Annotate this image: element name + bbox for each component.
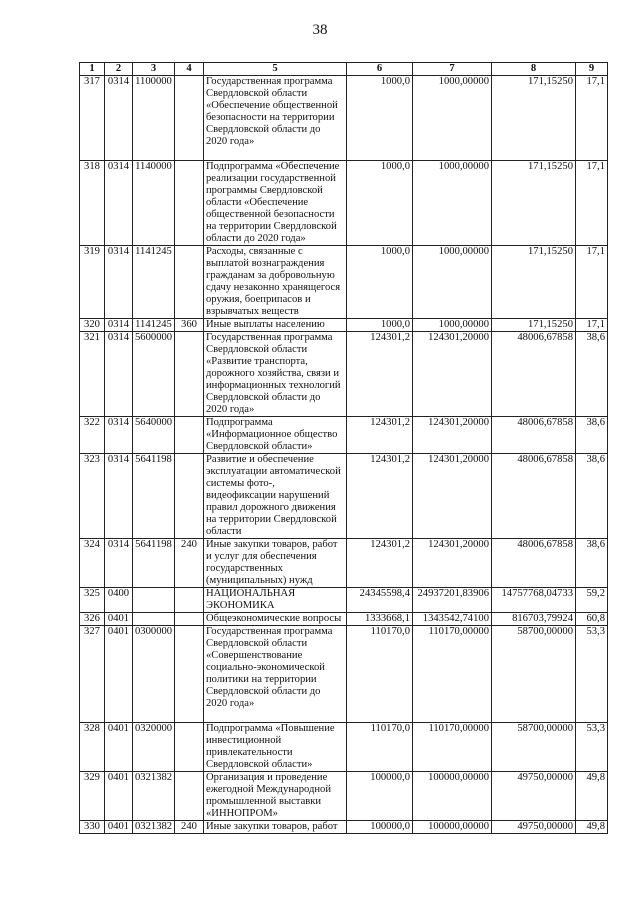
table-row xyxy=(80,161,608,246)
column-header: 3 xyxy=(133,63,175,76)
refined-amount: 110170,00000 xyxy=(413,626,492,723)
budget-table xyxy=(79,62,608,834)
plan-amount: 124301,2 xyxy=(347,332,413,417)
target-code: 5641198 xyxy=(133,454,175,539)
item-name: Расходы, связанные с выплатой вознаграждения гражданам за добровольную сдачу незаконно хранящегося оружия, боеприпасов и взрывчатых веществ xyxy=(204,246,347,319)
executed-amount: 58700,00000 xyxy=(492,626,576,723)
percent-executed: 59,2 xyxy=(576,588,608,613)
item-name: Подпрограмма «Информационное общество Свердловской области» xyxy=(204,417,347,454)
column-header: 5 xyxy=(204,63,347,76)
target-code: 1140000 xyxy=(133,161,175,246)
item-name: Иные выплаты населению xyxy=(204,319,347,332)
column-header: 8 xyxy=(492,63,576,76)
percent-executed: 60,8 xyxy=(576,613,608,626)
table-row xyxy=(80,246,608,319)
target-code: 1141245 xyxy=(133,246,175,319)
section-code: 0314 xyxy=(105,161,133,246)
row-number: 318 xyxy=(80,161,105,246)
table-row xyxy=(80,454,608,539)
row-number: 328 xyxy=(80,723,105,772)
item-name: Общеэкономические вопросы xyxy=(204,613,347,626)
plan-amount: 100000,0 xyxy=(347,772,413,821)
target-code: 5640000 xyxy=(133,417,175,454)
header-row xyxy=(80,63,608,76)
section-code: 0314 xyxy=(105,417,133,454)
executed-amount: 171,15250 xyxy=(492,319,576,332)
refined-amount: 124301,20000 xyxy=(413,539,492,588)
refined-amount: 100000,00000 xyxy=(413,821,492,834)
executed-amount: 48006,67858 xyxy=(492,332,576,417)
section-code: 0401 xyxy=(105,821,133,834)
section-code: 0401 xyxy=(105,723,133,772)
target-code xyxy=(133,613,175,626)
plan-amount: 1000,0 xyxy=(347,76,413,161)
table-row xyxy=(80,821,608,834)
item-name: НАЦИОНАЛЬНАЯ ЭКОНОМИКА xyxy=(204,588,347,613)
plan-amount: 1000,0 xyxy=(347,319,413,332)
section-code: 0314 xyxy=(105,539,133,588)
section-code: 0401 xyxy=(105,613,133,626)
row-number: 317 xyxy=(80,76,105,161)
row-number: 324 xyxy=(80,539,105,588)
plan-amount: 1000,0 xyxy=(347,161,413,246)
target-code: 0320000 xyxy=(133,723,175,772)
target-code xyxy=(133,588,175,613)
expense-type xyxy=(175,332,204,417)
table-row xyxy=(80,319,608,332)
refined-amount: 1000,00000 xyxy=(413,246,492,319)
table-row xyxy=(80,723,608,772)
refined-amount: 124301,20000 xyxy=(413,332,492,417)
expense-type xyxy=(175,613,204,626)
table-row xyxy=(80,539,608,588)
percent-executed: 53,3 xyxy=(576,626,608,723)
executed-amount: 58700,00000 xyxy=(492,723,576,772)
item-name: Иные закупки товаров, работ и услуг для обеспечения государственных (муниципальных) нужд xyxy=(204,539,347,588)
percent-executed: 38,6 xyxy=(576,417,608,454)
table-row xyxy=(80,626,608,723)
column-header: 9 xyxy=(576,63,608,76)
item-name: Подпрограмма «Обеспечение реализации государственной программы Свердловской области «Обеспечение общественной безопасности на территории Свердловской области до 2020 года» xyxy=(204,161,347,246)
plan-amount: 100000,0 xyxy=(347,821,413,834)
row-number: 320 xyxy=(80,319,105,332)
section-code: 0314 xyxy=(105,332,133,417)
expense-type xyxy=(175,161,204,246)
table-row xyxy=(80,417,608,454)
section-code: 0314 xyxy=(105,246,133,319)
table-row xyxy=(80,613,608,626)
section-code: 0314 xyxy=(105,454,133,539)
percent-executed: 17,1 xyxy=(576,76,608,161)
item-name: Государственная программа Свердловской области «Развитие транспорта, дорожного хозяйства, связи и информационных технологий Свердловской области до 2020 года» xyxy=(204,332,347,417)
executed-amount: 48006,67858 xyxy=(492,539,576,588)
refined-amount: 1000,00000 xyxy=(413,76,492,161)
target-code: 0300000 xyxy=(133,626,175,723)
row-number: 330 xyxy=(80,821,105,834)
section-code: 0401 xyxy=(105,626,133,723)
executed-amount: 49750,00000 xyxy=(492,772,576,821)
executed-amount: 171,15250 xyxy=(492,76,576,161)
plan-amount: 124301,2 xyxy=(347,454,413,539)
row-number: 322 xyxy=(80,417,105,454)
row-number: 327 xyxy=(80,626,105,723)
executed-amount: 171,15250 xyxy=(492,246,576,319)
plan-amount: 24345598,4 xyxy=(347,588,413,613)
plan-amount: 124301,2 xyxy=(347,539,413,588)
target-code: 5600000 xyxy=(133,332,175,417)
percent-executed: 38,6 xyxy=(576,454,608,539)
row-number: 325 xyxy=(80,588,105,613)
target-code: 1100000 xyxy=(133,76,175,161)
target-code: 0321382 xyxy=(133,772,175,821)
item-name: Иные закупки товаров, работ xyxy=(204,821,347,834)
table-row xyxy=(80,332,608,417)
expense-type xyxy=(175,588,204,613)
expense-type xyxy=(175,246,204,319)
percent-executed: 38,6 xyxy=(576,539,608,588)
expense-type: 240 xyxy=(175,821,204,834)
expense-type xyxy=(175,772,204,821)
table-row xyxy=(80,772,608,821)
column-header: 6 xyxy=(347,63,413,76)
refined-amount: 1343542,74100 xyxy=(413,613,492,626)
target-code: 1141245 xyxy=(133,319,175,332)
percent-executed: 17,1 xyxy=(576,319,608,332)
expense-type xyxy=(175,76,204,161)
table-row xyxy=(80,76,608,161)
refined-amount: 24937201,83906 xyxy=(413,588,492,613)
row-number: 319 xyxy=(80,246,105,319)
refined-amount: 124301,20000 xyxy=(413,454,492,539)
percent-executed: 17,1 xyxy=(576,161,608,246)
expense-type xyxy=(175,626,204,723)
expense-type xyxy=(175,417,204,454)
executed-amount: 14757768,04733 xyxy=(492,588,576,613)
row-number: 326 xyxy=(80,613,105,626)
item-name: Государственная программа Свердловской области «Обеспечение общественной безопасности на территории Свердловской области до 2020 года» xyxy=(204,76,347,161)
plan-amount: 124301,2 xyxy=(347,417,413,454)
column-header: 4 xyxy=(175,63,204,76)
percent-executed: 17,1 xyxy=(576,246,608,319)
row-number: 329 xyxy=(80,772,105,821)
column-header: 2 xyxy=(105,63,133,76)
expense-type: 360 xyxy=(175,319,204,332)
expense-type xyxy=(175,454,204,539)
executed-amount: 49750,00000 xyxy=(492,821,576,834)
target-code: 0321382 xyxy=(133,821,175,834)
section-code: 0314 xyxy=(105,319,133,332)
section-code: 0400 xyxy=(105,588,133,613)
item-name: Организация и проведение ежегодной Международной промышленной выставки «ИННОПРОМ» xyxy=(204,772,347,821)
column-header: 1 xyxy=(80,63,105,76)
item-name: Подпрограмма «Повышение инвестиционной привлекательности Свердловской области» xyxy=(204,723,347,772)
percent-executed: 38,6 xyxy=(576,332,608,417)
page-number: 38 xyxy=(312,22,328,38)
percent-executed: 49,8 xyxy=(576,772,608,821)
item-name: Развитие и обеспечение эксплуатации автоматической системы фото-, видеофиксации нарушений правил дорожного движения на территории Свердловской области xyxy=(204,454,347,539)
plan-amount: 110170,0 xyxy=(347,723,413,772)
column-header: 7 xyxy=(413,63,492,76)
plan-amount: 1333668,1 xyxy=(347,613,413,626)
row-number: 321 xyxy=(80,332,105,417)
table-row xyxy=(80,588,608,613)
item-name: Государственная программа Свердловской области «Совершенствование социально-экономической политики на территории Свердловской области до 2020 года» xyxy=(204,626,347,723)
table-body xyxy=(80,76,608,834)
executed-amount: 48006,67858 xyxy=(492,454,576,539)
expense-type xyxy=(175,723,204,772)
section-code: 0314 xyxy=(105,76,133,161)
plan-amount: 1000,0 xyxy=(347,246,413,319)
refined-amount: 1000,00000 xyxy=(413,319,492,332)
percent-executed: 53,3 xyxy=(576,723,608,772)
executed-amount: 171,15250 xyxy=(492,161,576,246)
executed-amount: 48006,67858 xyxy=(492,417,576,454)
executed-amount: 816703,79924 xyxy=(492,613,576,626)
row-number: 323 xyxy=(80,454,105,539)
refined-amount: 100000,00000 xyxy=(413,772,492,821)
refined-amount: 124301,20000 xyxy=(413,417,492,454)
percent-executed: 49,8 xyxy=(576,821,608,834)
refined-amount: 110170,00000 xyxy=(413,723,492,772)
section-code: 0401 xyxy=(105,772,133,821)
plan-amount: 110170,0 xyxy=(347,626,413,723)
refined-amount: 1000,00000 xyxy=(413,161,492,246)
target-code: 5641198 xyxy=(133,539,175,588)
expense-type: 240 xyxy=(175,539,204,588)
